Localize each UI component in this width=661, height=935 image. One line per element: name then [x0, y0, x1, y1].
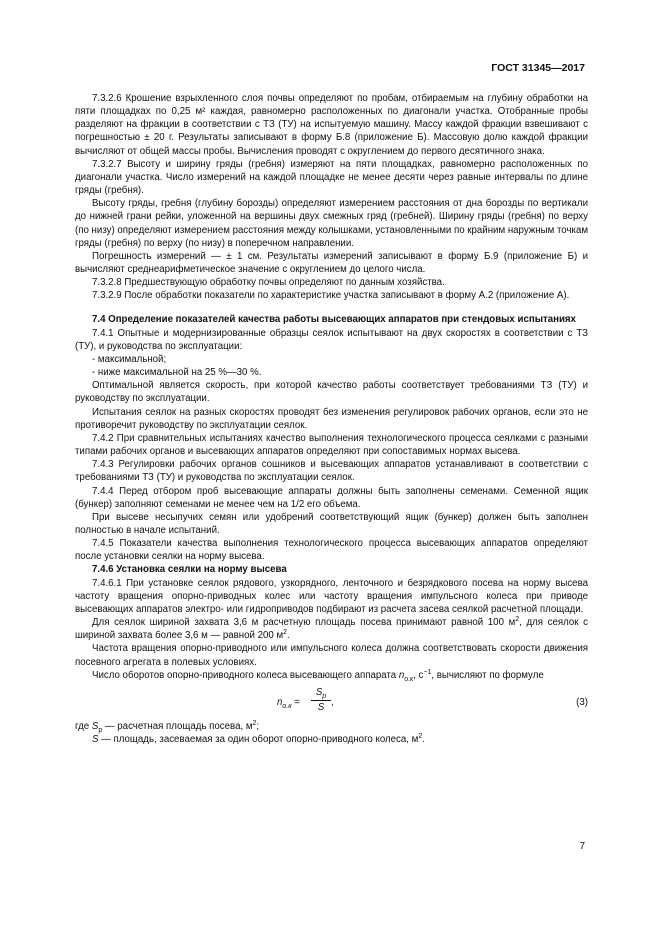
standard-header: ГОСТ 31345—2017 — [491, 62, 585, 74]
formula-denominator: S — [317, 701, 325, 713]
unit-exponent: −1 — [423, 668, 432, 676]
list-item-reduced-speed: - ниже максимальной на 25 %—30 %. — [92, 367, 262, 379]
unit-per-second: , с — [413, 669, 424, 681]
paragraph-7-3-2-8: 7.3.2.8 Предшествующую обработку почвы определяют по данным хозяйства. — [92, 277, 445, 289]
area-unit-exponent-1: 2 — [515, 615, 520, 623]
formula-n-subscript: о.к — [282, 702, 292, 710]
paragraph-7-4-1: 7.4.1 Опытные и модернизированные образцы сеялок испытывают на двух скоростях в соответствии с ТЗ (ТУ), и руководства по эксплуатации: — [75, 327, 588, 352]
formula-lhs — [277, 696, 300, 709]
list-item-max-speed: - максимальной; — [92, 353, 167, 365]
paragraph-7-3-2-9: 7.3.2.9 После обработки показатели по характеристике участка записывают в форму А.2 (приложение А). — [92, 290, 570, 302]
paragraph-7-4-6-1: 7.4.6.1 При установке сеялок рядового, узкорядного, ленточного и безрядкового посева на норму высева частоту вращения опорно-приводных колес или частоту вращения импульсного колеса при приводе высевающих аппаратов электро- или гидроприводов подбирают из расчета засева сеялкой расчетной площади. — [75, 577, 588, 615]
paragraph-7-3-2-6: 7.3.2.6 Крошение взрыхленного слоя почвы определяют по пробам, отбираемым на глубину обработки на пяти площадках по 0,25 м² каждая, равномерно расположенных по диагонали участка. Отобранные пробы разделяют на фракции в соответствии с ТЗ (ТУ) на испытуемую машину. Массу каждой фракции взвешивают с погрешностью ± 20 г. Результаты записывают в форму Б.8 (приложение Б). Массовую долю каждой фракции вычисляют от общей массы пробы. Вычисления проводят с округлением до первого десятичного знака. — [75, 93, 588, 157]
area-rule-text-end: . — [287, 630, 290, 642]
paragraph-7-4-2: 7.4.2 При сравнительных испытаниях качество выполнения технологического процесса сеялками с разными типами рабочих органов и высевающих аппаратов определяют при сопоставимых нормах высева. — [75, 432, 588, 458]
s-definition-end: . — [422, 734, 425, 746]
revolutions-text-start: Число оборотов опорно-приводного колеса высевающего аппарата — [92, 669, 399, 681]
where-sp-definition — [75, 720, 588, 733]
sp-semicolon: ; — [256, 720, 260, 732]
paragraph-7-3-2-7: 7.3.2.7 Высоту и ширину гряды (гребня) измеряют на пяти площадках, равномерно расположенных по диагонали участка. Число измерений на каждой площадке не менее десяти через равные интервалы по длине гряды (гребня). — [75, 158, 588, 197]
formula-n: n — [277, 696, 283, 708]
formula-sp-subscript: р — [322, 692, 327, 700]
symbol-sp-subscript: р — [98, 726, 103, 734]
area-unit-exponent-2: 2 — [283, 629, 288, 637]
symbol-sp: S — [91, 720, 99, 732]
paragraph-area-rule — [75, 616, 588, 642]
document-body — [75, 92, 588, 746]
paragraph-speed-tests: Испытания сеялок на разных скоростях проводят без изменения регулировок рабочих органов, если это не противоречит руководству по эксплуатации сеялок. — [75, 406, 588, 431]
paragraph-ridge-height: Высоту гряды, гребня (глубину борозды) определяют измерением расстояния от дна борозды по вертикали до нижней грани рейки, уложенной на вершины двух смежных гряд (гребней). Ширину гряды (гребня) по верху (по низу) определяют измерением расстояния между колышками, установленными по крайним наружным точкам гряды (гребня) по верху (по низу) в поперечном направлении. — [75, 198, 588, 249]
formula-numerator — [311, 686, 331, 701]
paragraph-optimal-speed: Оптимальной является скорость, при которой качество работы соответствует требованиями ТЗ (ТУ) и руководству по эксплуатации. — [75, 380, 588, 405]
page-number: 7 — [579, 841, 585, 852]
section-heading-7-4: 7.4 Определение показателей качества работы высевающих аппаратов при стендовых испытаниях — [92, 313, 576, 325]
area-rule-text-start: Для сеялок шириной захвата 3,6 м расчетную площадь посева принимают равной 100 м — [92, 617, 516, 629]
paragraph-hopper-fill: При высеве несыпучих семян или удобрений соответствующий ящик (бункер) должен быть заполнен полностью в начале испытаний. — [75, 511, 588, 536]
symbol-s: S — [92, 734, 99, 746]
where-s-definition — [75, 733, 588, 746]
revolutions-text-end: , вычисляют по формуле — [431, 669, 544, 681]
s-unit-exponent: 2 — [418, 732, 423, 740]
formula-comma: , — [331, 696, 334, 708]
s-definition-text: — площадь, засеваемая за один оборот опорно-приводного колеса, м — [98, 734, 419, 746]
paragraph-7-4-5: 7.4.5 Показатели качества выполнения технологического процесса высевающих аппаратов определяют после установки сеялки на норму высева. — [75, 538, 588, 563]
subheading-7-4-6: 7.4.6 Установка сеялки на норму высева — [92, 564, 287, 576]
paragraph-7-4-3: 7.4.3 Регулировки рабочих органов сошников и высевающих аппаратов устанавливают в соответствии с требованиями ТЗ (ТУ) и руководства по эксплуатации сеялок. — [75, 459, 588, 484]
formula-equals: = — [291, 696, 300, 708]
paragraph-7-4-4: 7.4.4 Перед отбором проб высевающие аппараты должны быть заполнены семенами. Семенной ящик (бункер) заполняют семенами не менее чем на 1/2 его объема. — [75, 485, 588, 510]
sp-unit-exponent: 2 — [252, 719, 257, 727]
where-label: где — [75, 720, 92, 732]
formula-sp: S — [315, 686, 323, 698]
symbol-n-subscript: о.к — [404, 675, 414, 683]
sp-definition-text: — расчетная площадь посева, м — [102, 720, 253, 732]
formula-number: (3) — [576, 696, 588, 708]
paragraph-measurement-error: Погрешность измерений — ± 1 см. Результаты измерений записывают в форму Б.9 (приложение Б) и вычисляют среднеарифметическое значение с округлением до целого числа. — [75, 250, 588, 276]
paragraph-wheel-frequency: Частота вращения опорно-приводного или импульсного колеса должна соответствовать скорости движения посевного агрегата в полевых условиях. — [75, 643, 588, 668]
formula-fraction — [311, 686, 331, 715]
formula-3 — [75, 686, 588, 718]
area-rule-text-mid: , для сеялок с шириной захвата более 3,6 м — равной 200 м — [75, 617, 588, 642]
paragraph-revolutions — [75, 669, 588, 682]
symbol-n: n — [398, 669, 405, 681]
